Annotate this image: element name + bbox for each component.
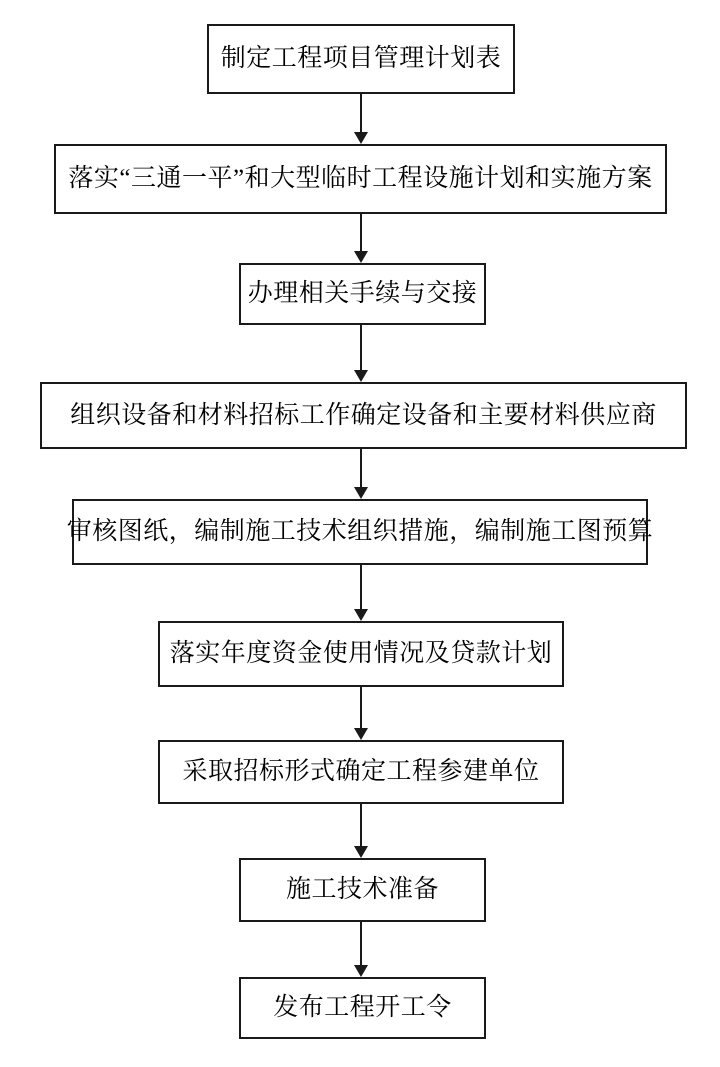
flow-node-label: 施工技术准备 [285,876,439,904]
flow-node-label: 制定工程项目管理计划表 [220,45,502,73]
flow-node-n9 [239,977,486,1039]
flow-node-label: 审核图纸，编制施工技术组织措施，编制施工图预算 [66,518,654,546]
arrow-line [360,449,362,488]
arrow-line [360,214,362,252]
flow-node-label: 组织设备和材料招标工作确定设备和主要材料供应商 [70,401,657,429]
flow-node-label: 落实“三通一平”和大型临时工程设施计划和实施方案 [68,165,653,193]
flow-node-label: 发布工程开工令 [273,994,452,1022]
flow-node-n2 [54,144,667,214]
arrow-line [360,922,362,966]
flow-node-n5 [66,499,654,565]
flow-node-n7 [158,740,564,804]
arrow-head-icon [354,370,368,382]
flow-node-n6 [158,621,564,687]
flow-node-n8 [239,858,486,922]
arrow-head-icon [354,965,368,977]
flow-node-n1 [207,24,515,94]
flow-node-n3 [239,263,486,325]
arrow-line [360,94,362,133]
arrow-head-icon [354,728,368,740]
flow-node-label: 落实年度资金使用情况及贷款计划 [169,640,553,668]
arrow-line [360,565,362,610]
arrow-line [360,687,362,729]
flow-node-label: 办理相关手续与交接 [247,280,478,308]
arrow-head-icon [354,846,368,858]
flow-node-n4 [40,382,687,449]
arrow-head-icon [354,251,368,263]
arrow-line [360,804,362,847]
arrow-line [360,325,362,371]
arrow-head-icon [354,132,368,144]
flow-node-label: 采取招标形式确定工程参建单位 [182,758,540,786]
arrow-head-icon [354,487,368,499]
arrow-head-icon [354,609,368,621]
